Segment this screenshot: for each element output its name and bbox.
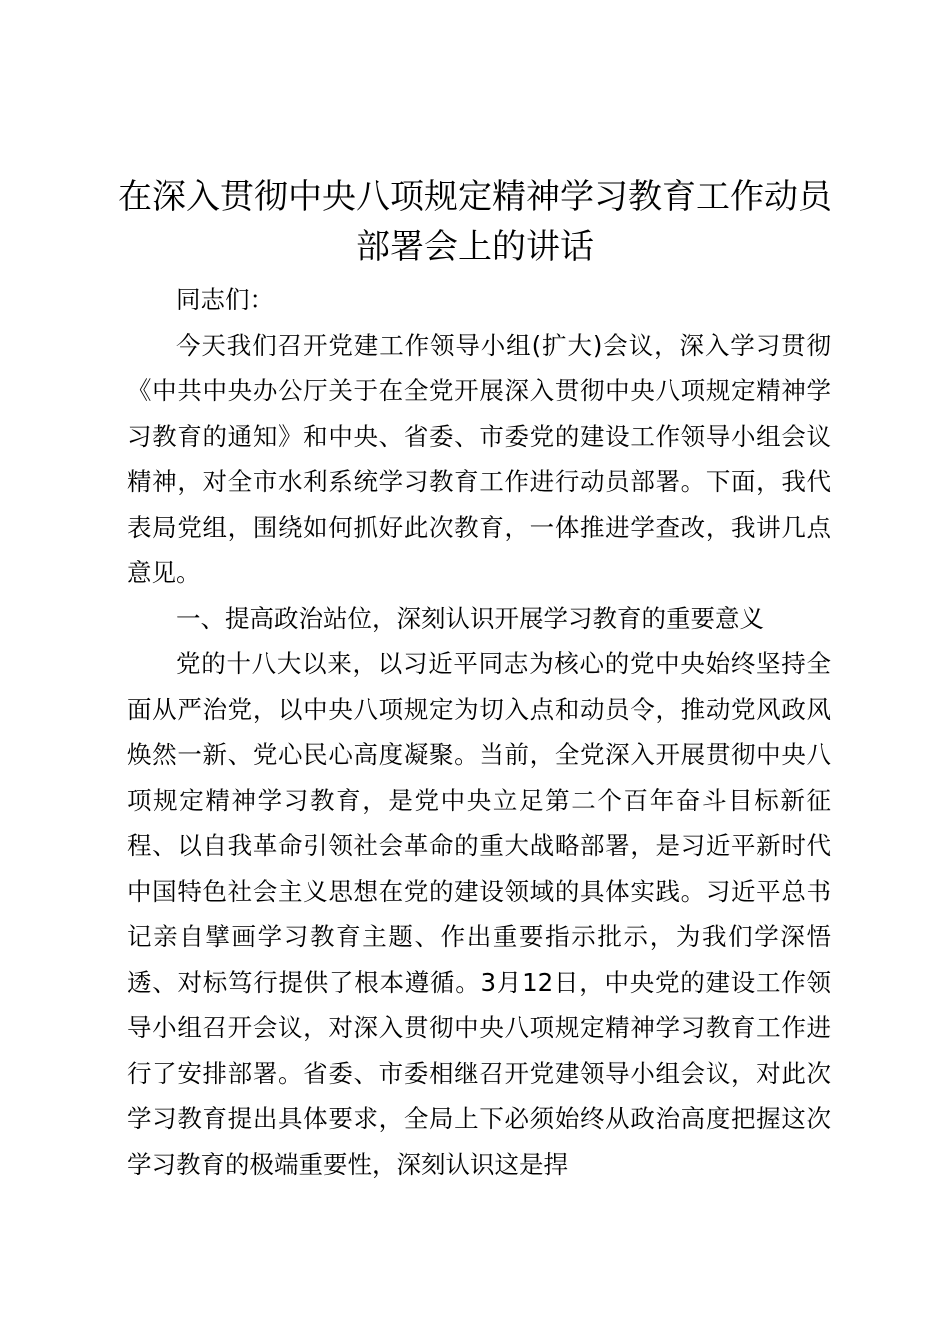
section-heading-1: 一、提高政治站位，深刻认识开展学习教育的重要意义: [176, 603, 764, 633]
salutation: 同志们：: [176, 285, 274, 314]
paragraph-section-1: 党的十八大以来，以习近平同志为核心的党中央始终坚持全面从严治党，以中央八项规定为切入点和动员令，推动党风政风焕然一新、党心民心高度凝聚。当前，全党深入开展贯彻中央八项规定精神学习教育，是党中央立足第二个百年奋斗目标新征程、以自我革命引领社会革命的重大战略部署，是习近平新时代中国特色社会主义思想在党的建设领域的具体实践。习近平总书记亲自擘画学习教育主题、作出重要指示批示，为我们学深悟透、对标笃行提供了根本遵循。3月12日，中央党的建设工作领导小组召开会议，对深入贯彻中央八项规定精神学习教育工作进行了安排部署。省委、市委相继召开党建领导小组会议，对此次学习教育提出具体要求，全局上下必须始终从政治高度把握这次学习教育的极端重要性，深刻认识这是捍: [127, 649, 831, 1179]
document-body: [127, 277, 831, 1187]
document-title: 在深入贯彻中央八项规定精神学习教育工作动员部署会上的讲话: [118, 177, 832, 267]
paragraph-intro: 今天我们召开党建工作领导小组(扩大)会议，深入学习贯彻《中共中央办公厅关于在全党开展深入贯彻中央八项规定精神学习教育的通知》和中央、省委、市委党的建设工作领导小组会议精神，对全市水利系统学习教育工作进行动员部署。下面，我代表局党组，围绕如何抓好此次教育，一体推进学查改，我讲几点意见。: [127, 330, 831, 587]
